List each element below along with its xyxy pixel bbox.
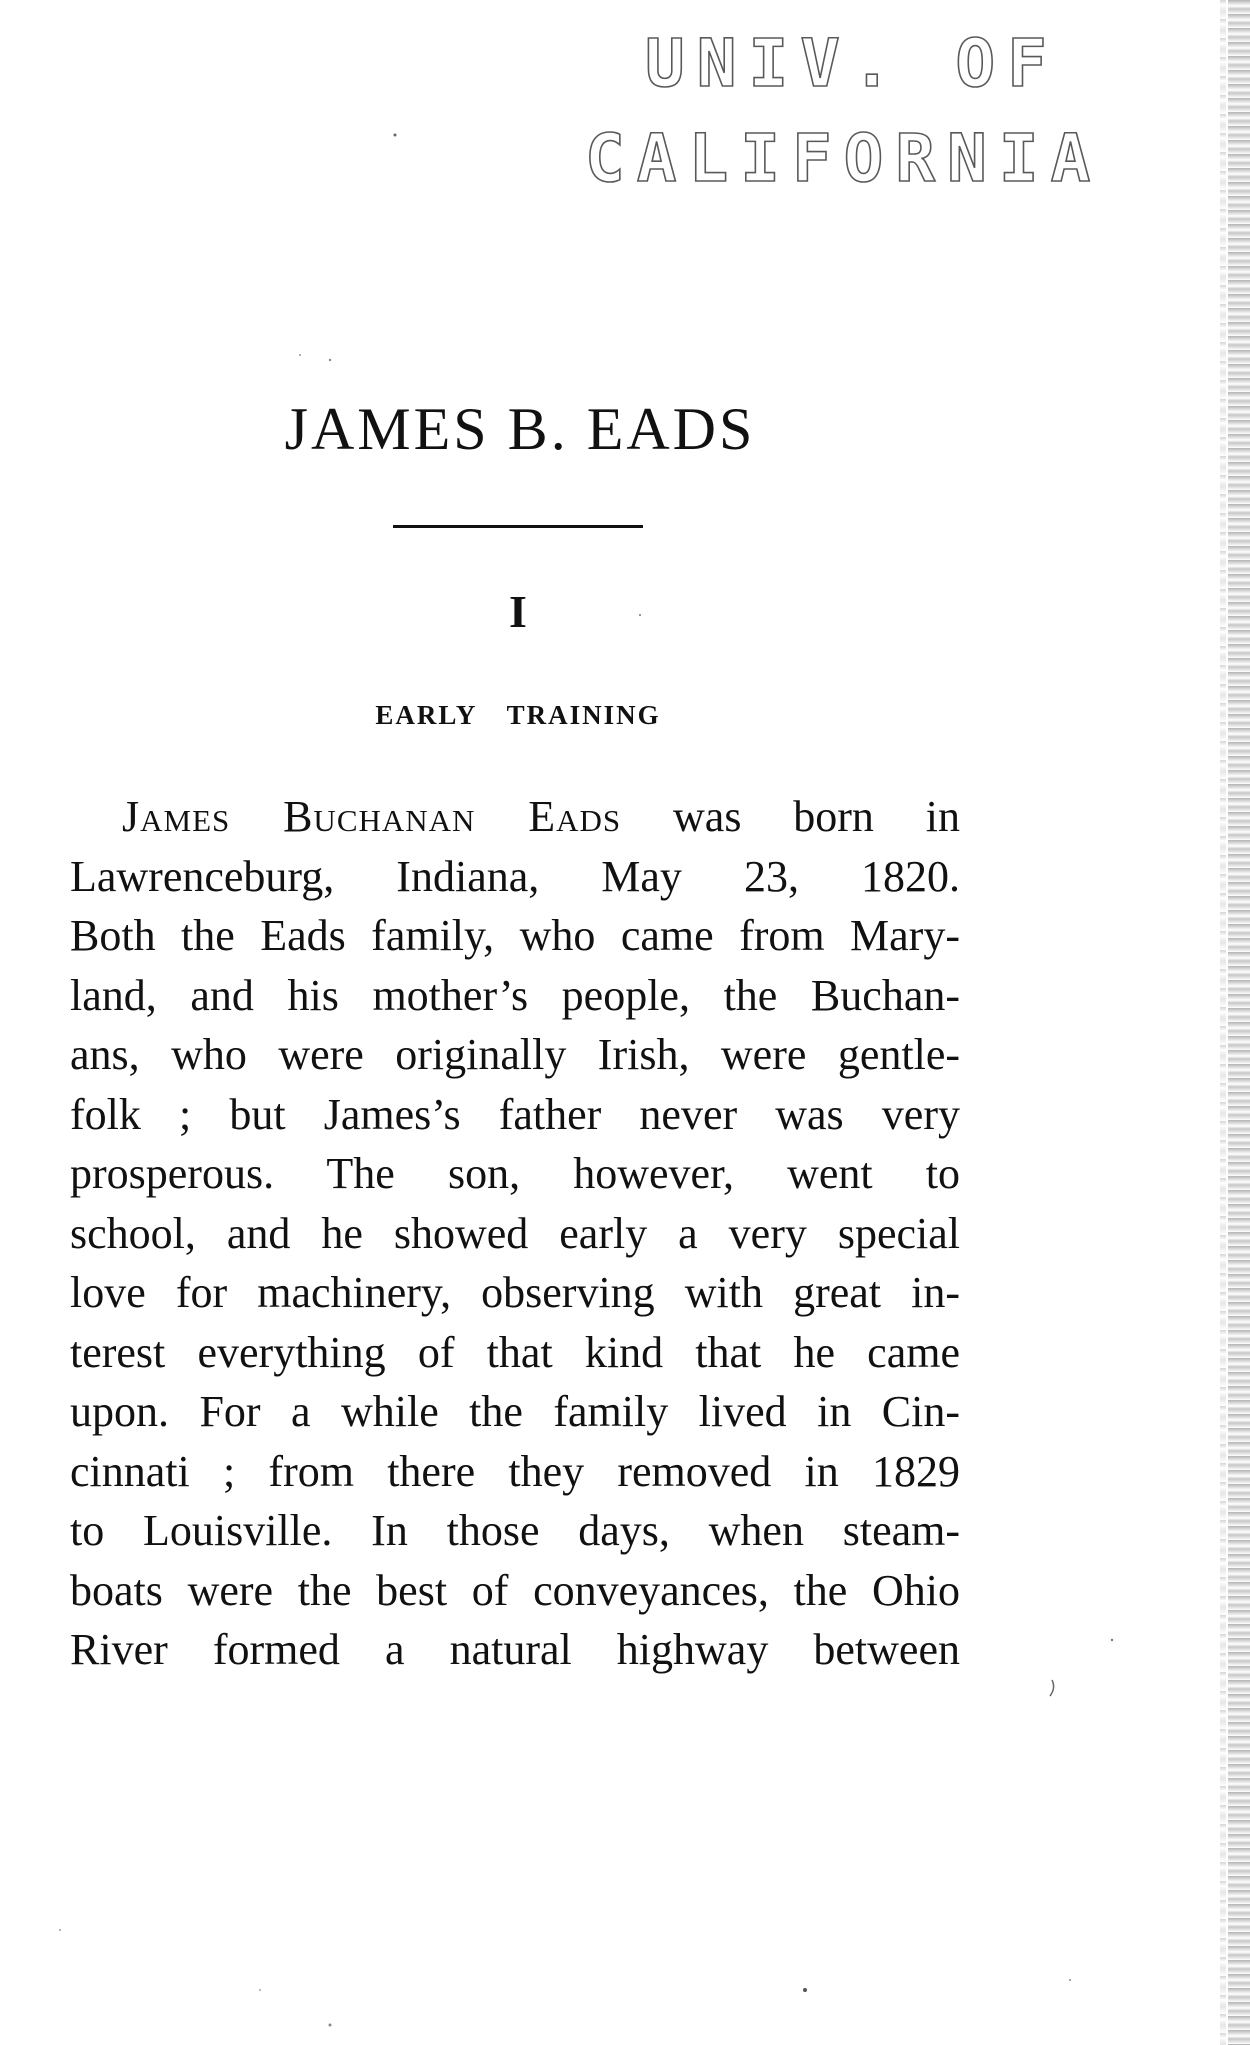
text-line: love for machinery, observing with great in-: [70, 1268, 960, 1317]
chapter-title: EARLY TRAINING: [375, 700, 661, 730]
text-line: folk ; but James’s father never was very: [70, 1089, 960, 1139]
text-line: terest everything of that kind that he came: [70, 1327, 960, 1377]
stamp-line-2: CALIFORNIA: [585, 120, 1103, 197]
text-line: school, and he showed early a very special: [70, 1208, 960, 1258]
text-line: upon. For a while the family lived in Cin-: [70, 1387, 960, 1436]
text-line: River formed a natural highway between: [70, 1625, 960, 1674]
text-line: boats were the best of conveyances, the Ohio: [70, 1565, 960, 1615]
chapter-number: I: [509, 586, 527, 637]
text-line: ans, who were originally Irish, were gentle-: [70, 1030, 960, 1079]
text-line: prosperous. The son, however, went to: [70, 1149, 960, 1198]
page-title: JAMES B. EADS: [284, 396, 756, 462]
text-line: to Louisville. In those days, when steam-: [70, 1506, 960, 1555]
lead-smallcaps-name: James Buchanan Eads: [122, 792, 622, 841]
text-line-1-rest: was born in: [621, 792, 960, 841]
text-line: Both the Eads family, who came from Mary-: [70, 911, 960, 960]
stamp-line-1: UNIV. OF: [645, 25, 1059, 102]
text-line: cinnati ; from there they removed in 1829: [70, 1446, 960, 1496]
text-line: Lawrenceburg, Indiana, May 23, 1820.: [70, 851, 960, 901]
text-line: land, and his mother’s people, the Buchan-: [70, 970, 960, 1020]
